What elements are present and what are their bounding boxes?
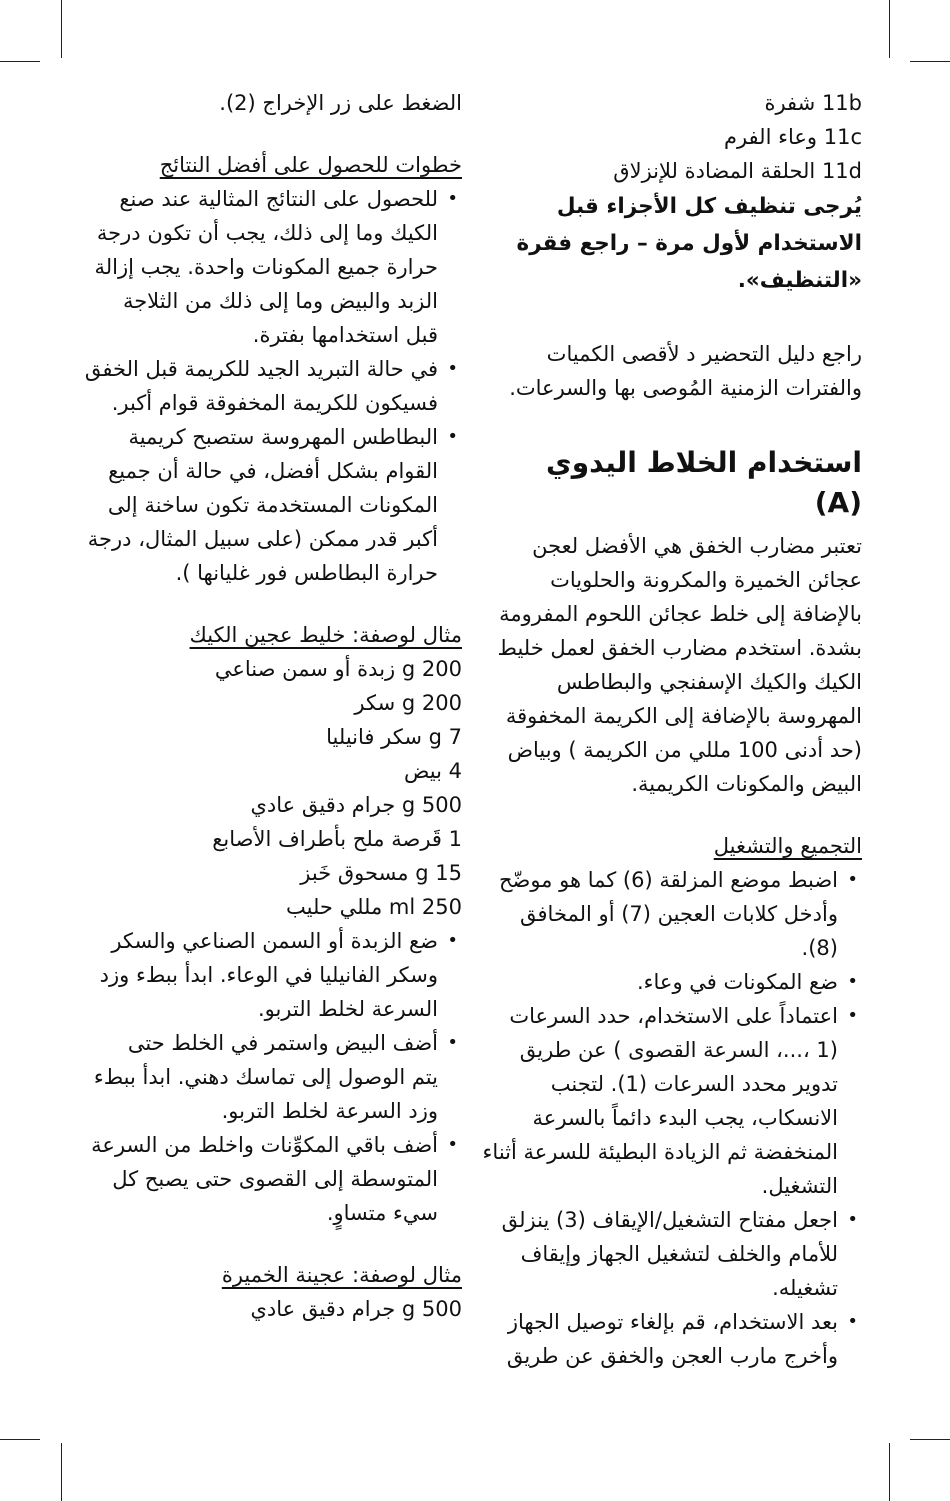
ingredient: 500 g جرام دقيق عادي xyxy=(250,1297,462,1321)
list-item: • البطاطس المهروسة ستصبح كريمية القوام بشكل أفضل، في حالة أن جميع المكونات المستخدمة تكون ساخنة إلى أكبر قدر ممكن (على سبيل المثال، درجة حرارة البطاطس فور غليانها ). xyxy=(96,420,462,590)
recipe-cake-title: مثال لوصفة: خليط عجين الكيك xyxy=(189,623,462,647)
assembly-steps xyxy=(482,863,862,1373)
part-item: 11c وعاء الفرم xyxy=(723,125,862,149)
crop-mark xyxy=(910,1439,950,1440)
intro-paragraph: تعتبر مضارب الخفق هي الأفضل لعجن عجائن الخميرة والمكرونة والحلويات بالإضافة إلى خلط عجائن اللحوم المفرومة بشدة. استخدم مضارب الخفق لعمل خليط الكيك والكيك الإسفنجي والبطاطس المهروسة بالإضافة إلى الكريمة المخفوقة (حد أدنى 100 مللي من الكريمة ) وبياض البيض والمكونات الكريمية. xyxy=(497,534,862,796)
left-column xyxy=(84,86,462,1326)
section-heading: استخدام الخلاط اليدوي (A) xyxy=(546,446,862,519)
list-item: • أضف باقي المكوِّنات واخلط من السرعة المتوسطة إلى القصوى حتى يصبح كل سيء متساوٍ. xyxy=(96,1128,462,1230)
ingredient: 4 بيض xyxy=(404,759,462,783)
list-item: • اعتماداً على الاستخدام، حدد السرعات (1 ،...، السرعة القصوى ) عن طريق تدوير محدد السرعات (1). لتجنب الانسكاب، يجب البدء دائماً بالسرعة المنخفضة ثم الزيادة البطيئة للسرعة أثناء التشغيل. xyxy=(496,999,862,1203)
ingredient: 200 g سكر xyxy=(354,691,462,715)
ingredient: 1 قَرصة ملح بأطراف الأصابع xyxy=(212,827,462,851)
crop-mark xyxy=(889,1443,890,1501)
part-item: 11b شفرة xyxy=(764,91,862,115)
recipe-yeast-title: مثال لوصفة: عجينة الخميرة xyxy=(221,1263,462,1287)
ingredient-list xyxy=(96,652,462,924)
ingredient: 500 g جرام دقيق عادي xyxy=(250,793,462,817)
crop-mark xyxy=(61,1443,62,1501)
cleaning-note: يُرجى تنظيف كل الأجزاء قبل الاستخدام لأول مرة – راجع فقرة «التنظيف». xyxy=(516,194,862,293)
ingredient: 250 ml مللي حليب xyxy=(286,895,462,919)
continuation-line: الضغط على زر الإخراج (2). xyxy=(219,91,462,115)
tips-title: خطوات للحصول على أفضل النتائج xyxy=(159,153,462,177)
list-item: • ضع المكونات في وعاء. xyxy=(496,965,862,999)
crop-mark xyxy=(61,0,62,58)
crop-mark xyxy=(910,61,950,62)
ingredient: 200 g زبدة أو سمن صناعي xyxy=(214,657,462,681)
assembly-title: التجميع والتشغيل xyxy=(713,834,862,858)
crop-mark xyxy=(889,0,890,58)
list-item: • في حالة التبريد الجيد للكريمة قبل الخفق فسيكون للكريمة المخفوقة قوام أكبر. xyxy=(96,352,462,420)
right-column xyxy=(482,86,862,1373)
tips-list xyxy=(84,182,462,590)
list-item: • للحصول على النتائج المثالية عند صنع الكيك وما إلى ذلك، يجب أن تكون درجة حرارة جميع المكونات واحدة. يجب إزالة الزبد والبيض وما إلى ذلك من الثلاجة قبل استخدامها بفترة. xyxy=(96,182,462,352)
list-item: • أضف البيض واستمر في الخلط حتى يتم الوصول إلى تماسك دهني. ابدأ ببطء وزد السرعة لخلط التربو. xyxy=(96,1026,462,1128)
list-item: • بعد الاستخدام، قم بإلغاء توصيل الجهاز وأخرج مارب العجن والخفق عن طريق xyxy=(496,1305,862,1373)
part-item: 11d الحلقة المضادة للإنزلاق xyxy=(613,159,862,183)
list-item: • اجعل مفتاح التشغيل/الإيقاف (3) ينزلق للأمام والخلف لتشغيل الجهاز وإيقاف تشغيله. xyxy=(496,1203,862,1305)
ingredient: 7 g سكر فانيليا xyxy=(326,725,462,749)
recipe-cake-steps xyxy=(91,924,462,1230)
crop-mark xyxy=(0,1439,40,1440)
parts-list xyxy=(496,86,862,188)
list-item: • ضع الزبدة أو السمن الصناعي والسكر وسكر الفانيليا في الوعاء. ابدأ ببطء وزد السرعة لخلط التربو. xyxy=(96,924,462,1026)
crop-mark xyxy=(0,61,40,62)
list-item: • اضبط موضع المزلقة (6) كما هو موضّح وأدخل كلابات العجين (7) أو المخافق (8). xyxy=(496,863,862,965)
ingredient: 15 g مسحوق خَبز xyxy=(300,861,462,885)
guide-note: راجع دليل التحضير د لأقصى الكميات والفترات الزمنية المُوصى بها والسرعات. xyxy=(509,342,862,400)
